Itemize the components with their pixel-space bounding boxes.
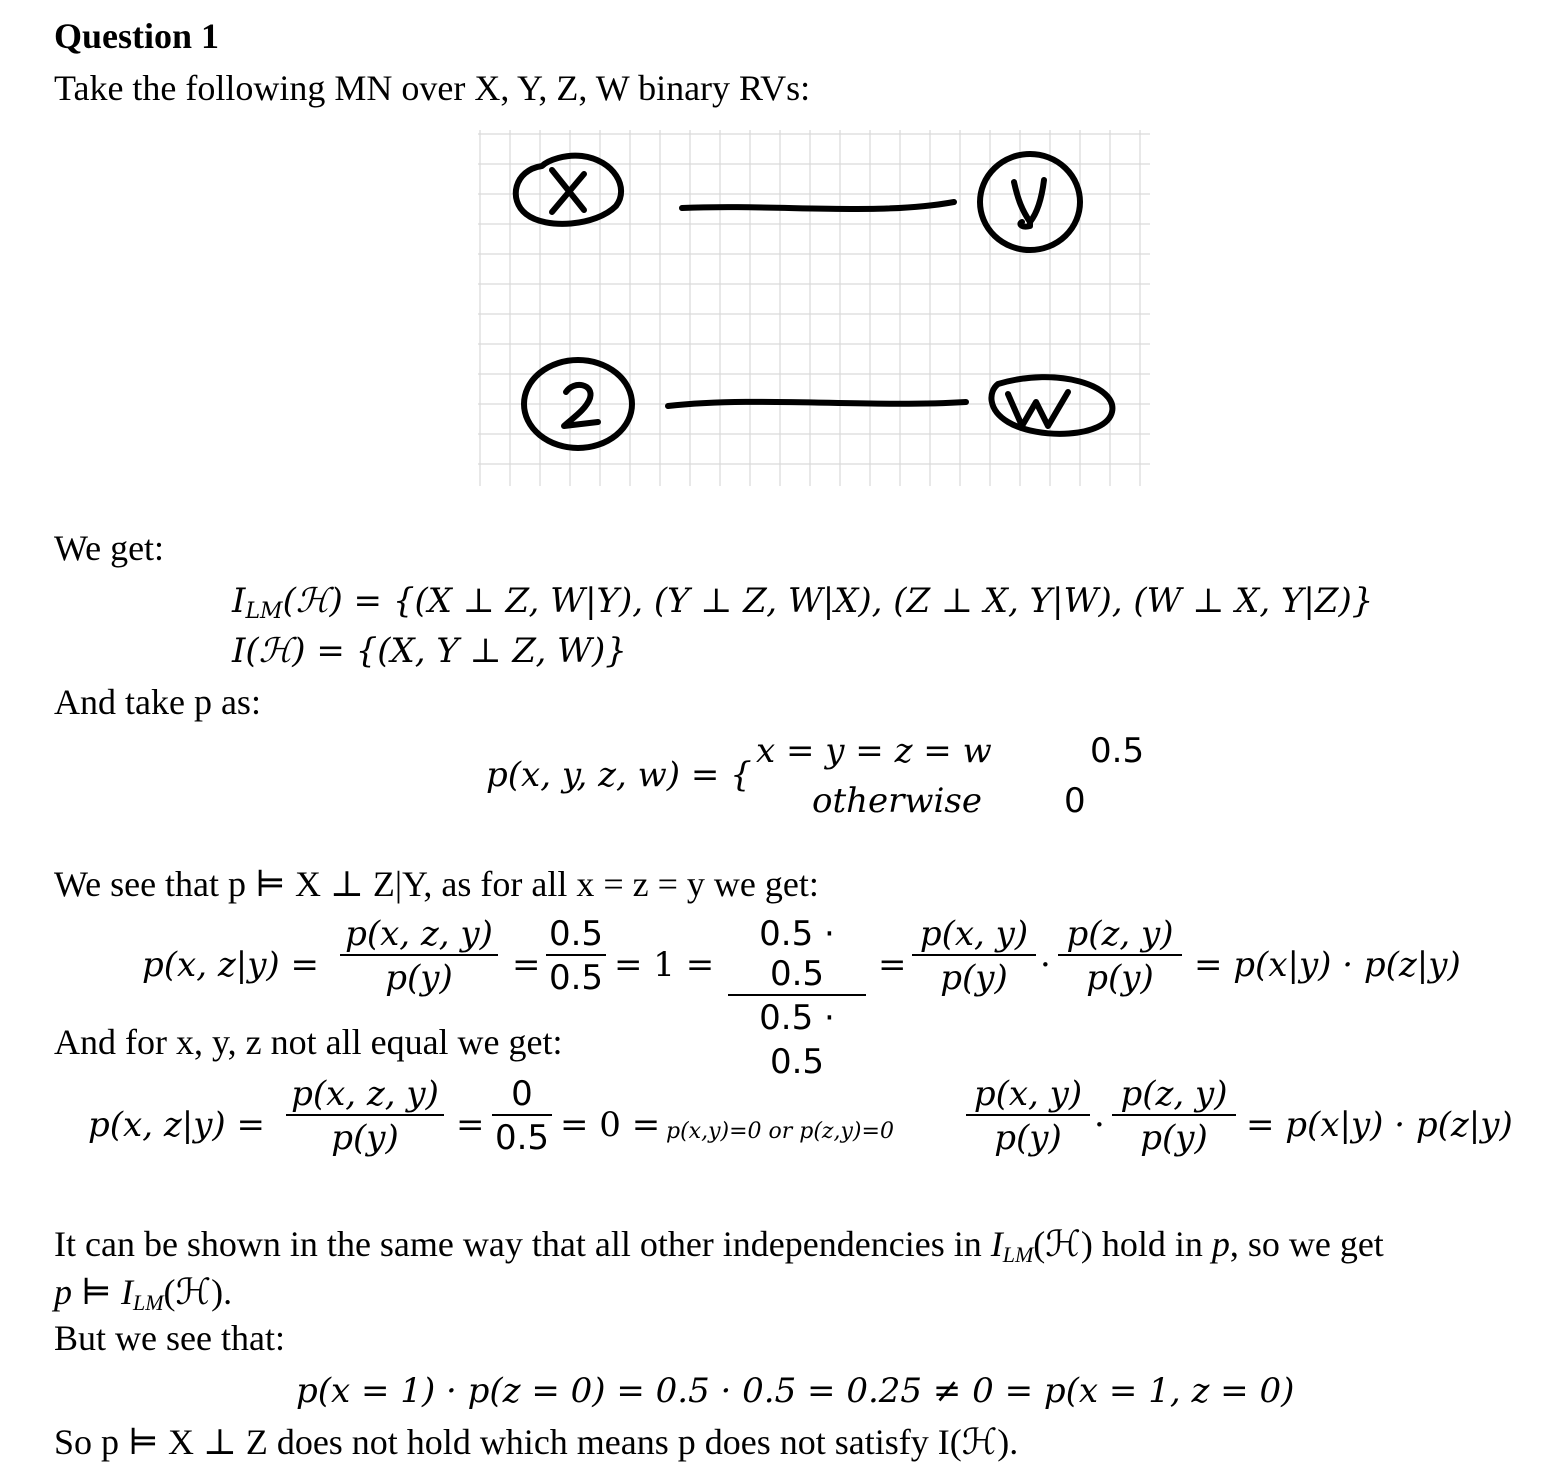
eq2-dot: · [1094, 1105, 1105, 1145]
edge-x-y [682, 202, 954, 209]
p-def-case2-cond: otherwise [812, 781, 982, 821]
we-get-text: We get: [54, 528, 165, 568]
ilm-equation: $I_{LM}(ℋ) = \{(X$ ⊥ Z, W|Y), (Y ⊥ Z, W|X), (Z ⊥ X, Y|W), (W ⊥ X, Y|Z)} [232, 581, 1374, 624]
eq1-lhs: p(x, z|y) = [142, 945, 319, 985]
eq1-eq-a: = [512, 945, 541, 985]
eq2-frac1: p(x, z, y) p(y) [286, 1074, 444, 1160]
eq1-mid: = 1 = [614, 945, 715, 985]
node-w [991, 377, 1112, 434]
eq1-frac3: 0.5 · 0.5 0.5 · 0.5 [728, 914, 866, 1084]
not-equal-text: And for x, y, z not all equal we get: [54, 1022, 563, 1062]
p-def-case1-val: 0.5 [1090, 731, 1145, 771]
eq2-rhs: = p(x|y) · p(z|y) [1246, 1105, 1513, 1145]
eq1-frac5: p(z, y) p(y) [1058, 914, 1182, 1000]
eq2-frac5: p(z, y) p(y) [1112, 1074, 1236, 1160]
p-def-case1-cond: x = y = z = w [756, 731, 992, 771]
eq2-sub: p(x,y)=0 or p(z,y)=0 [666, 1119, 894, 1144]
eq1-frac2: 0.5 0.5 [546, 914, 606, 1000]
conclusion-text: So p ⊨ X ⊥ Z does not hold which means p does not satisfy I(ℋ). [54, 1422, 1019, 1462]
eq2-frac2: 0 0.5 [492, 1074, 552, 1160]
shown-line-2: p ⊨ $I_{LM}(ℋ)$. [54, 1272, 233, 1315]
ih-equation: I(ℋ) = {(X, Y ⊥ Z, W)} [232, 631, 627, 671]
eq1-dot: · [1040, 945, 1051, 985]
eq2-lhs: p(x, z|y) = [88, 1105, 265, 1145]
markov-network-diagram [478, 130, 1150, 486]
eq1-rhs: = p(x|y) · p(z|y) [1194, 945, 1461, 985]
but-text: But we see that: [54, 1318, 285, 1358]
counter-equation: p(x = 1) · p(z = 0) = 0.5 · 0.5 = 0.25 ≠ 0 = p(x = 1, z = 0) [296, 1371, 1295, 1411]
shown-line-1: It can be shown in the same way that all other independencies in $I_{LM}(ℋ)$ hold in p, so we get [54, 1224, 1384, 1267]
node-x [516, 156, 621, 224]
question-title: Question 1 [54, 16, 220, 56]
eq2-eq-a: = [456, 1105, 485, 1145]
intro-text: Take the following MN over X, Y, Z, W binary RVs: [54, 68, 811, 108]
node-y [980, 154, 1080, 250]
eq1-frac4: p(x, y) p(y) [912, 914, 1036, 1000]
eq2-mid: = 0 = [560, 1105, 661, 1145]
p-def-case2-val: 0 [1064, 781, 1086, 821]
eq1-eq-b: = [878, 945, 907, 985]
eq2-frac4: p(x, y) p(y) [966, 1074, 1090, 1160]
edge-z-w [668, 402, 966, 406]
eq1-frac1: p(x, z, y) p(y) [340, 914, 498, 1000]
see-that-text: We see that p ⊨ X ⊥ Z|Y, as for all x = z = y we get: [54, 864, 819, 904]
take-p-text: And take p as: [54, 682, 261, 722]
p-def-lhs: p(x, y, z, w) = { [486, 755, 752, 795]
